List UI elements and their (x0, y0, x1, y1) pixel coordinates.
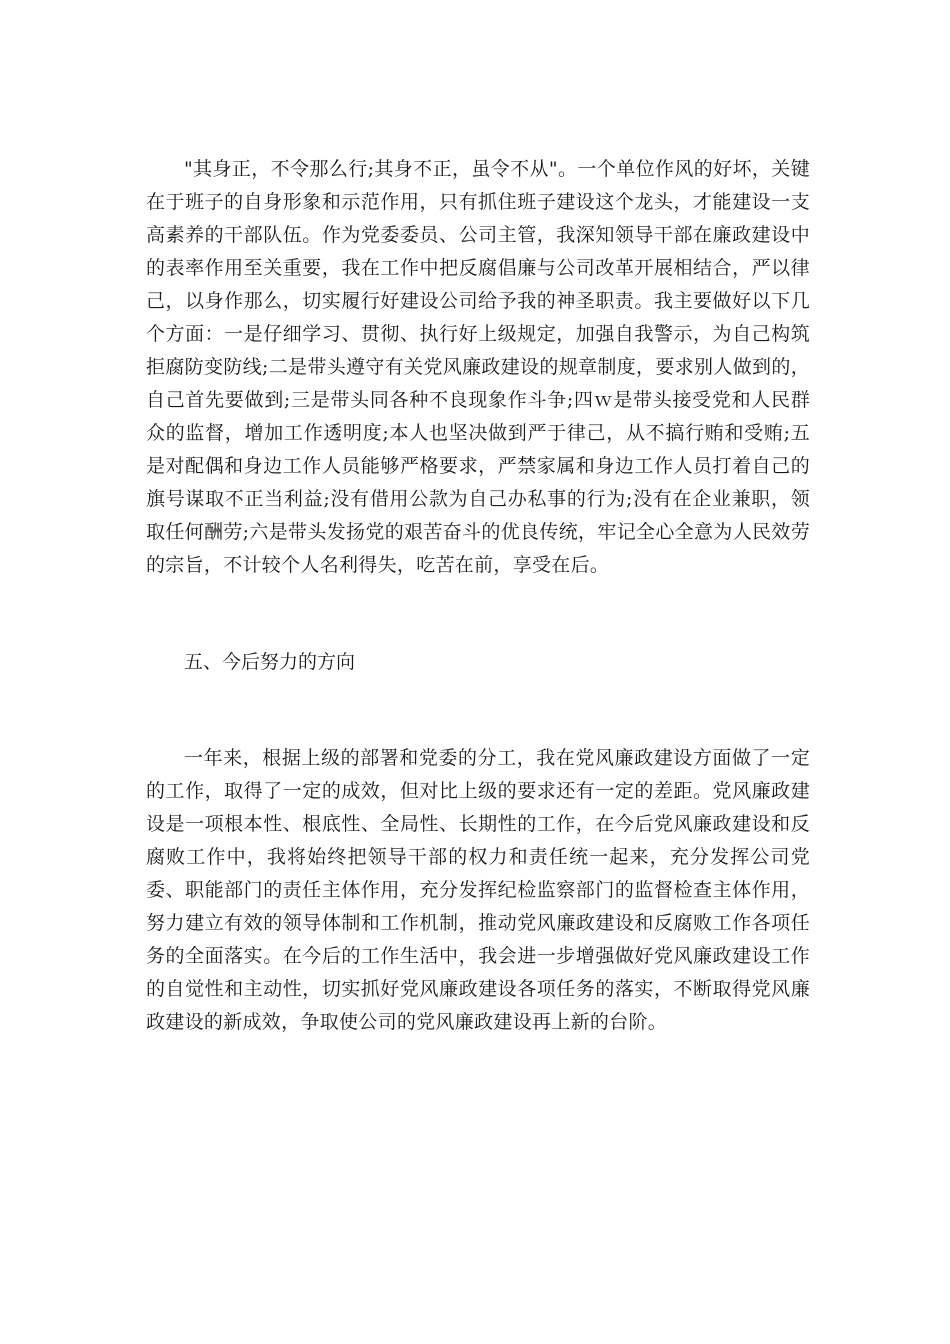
body-paragraph-integrity: "其身正，不令那么行;其身不正，虽令不从"。一个单位作风的好坏，关键在于班子的自身形象和示范作用，只有抓住班子建设这个龙头，才能建设一支高素养的干部队伍。作为党委委员、公司主管，我深知领导干部在廉政建设中的表率作用至关重要，我在工作中把反腐倡廉与公司改革开展相结合，严以律己，以身作那么，切实履行好建设公司给予我的神圣职责。我主要做好以下几个方面：一是仔细学习、贯彻、执行好上级规定，加强自我警示，为自己构筑拒腐防变防线;二是带头遵守有关党风廉政建设的规章制度，要求别人做到的，自己首先要做到;三是带头同各种不良现象作斗争;四ｗ是带头接受党和人民群众的监督，增加工作透明度;本人也坚决做到严于律己，从不搞行贿和受贿;五是对配偶和身边工作人员能够严格要求，严禁家属和身边工作人员打着自己的旗号谋取不正当利益;没有借用公款为自己办私事的行为;没有在企业兼职，领取任何酬劳;六是带头发扬党的艰苦奋斗的优良传统，牢记全心全意为人民效劳的宗旨，不计较个人名利得失，吃苦在前，享受在后。 (146, 158, 810, 576)
body-paragraph-future-plan: 一年来，根据上级的部署和党委的分工，我在党风廉政建设方面做了一定的工作，取得了一定的成效，但对比上级的要求还有一定的差距。党风廉政建设是一项根本性、根底性、全局性、长期性的工作，在今后党风廉政建设和反腐败工作中，我将始终把领导干部的权力和责任统一起来，充分发挥公司党委、职能部门的责任主体作用，充分发挥纪检监察部门的监督检查主体作用，努力建立有效的领导体制和工作机制，推动党风廉政建设和反腐败工作各项任务的全面落实。在今后的工作生活中，我会进一步增强做好党风廉政建设工作的自觉性和主动性，切实抓好党风廉政建设各项任务的落实，不断取得党风廉政建设的新成效，争取使公司的党风廉政建设再上新的台阶。 (146, 747, 810, 1033)
section-heading-future-direction: 五、今后努力的方向 (184, 651, 356, 673)
document-page (146, 153, 810, 1039)
